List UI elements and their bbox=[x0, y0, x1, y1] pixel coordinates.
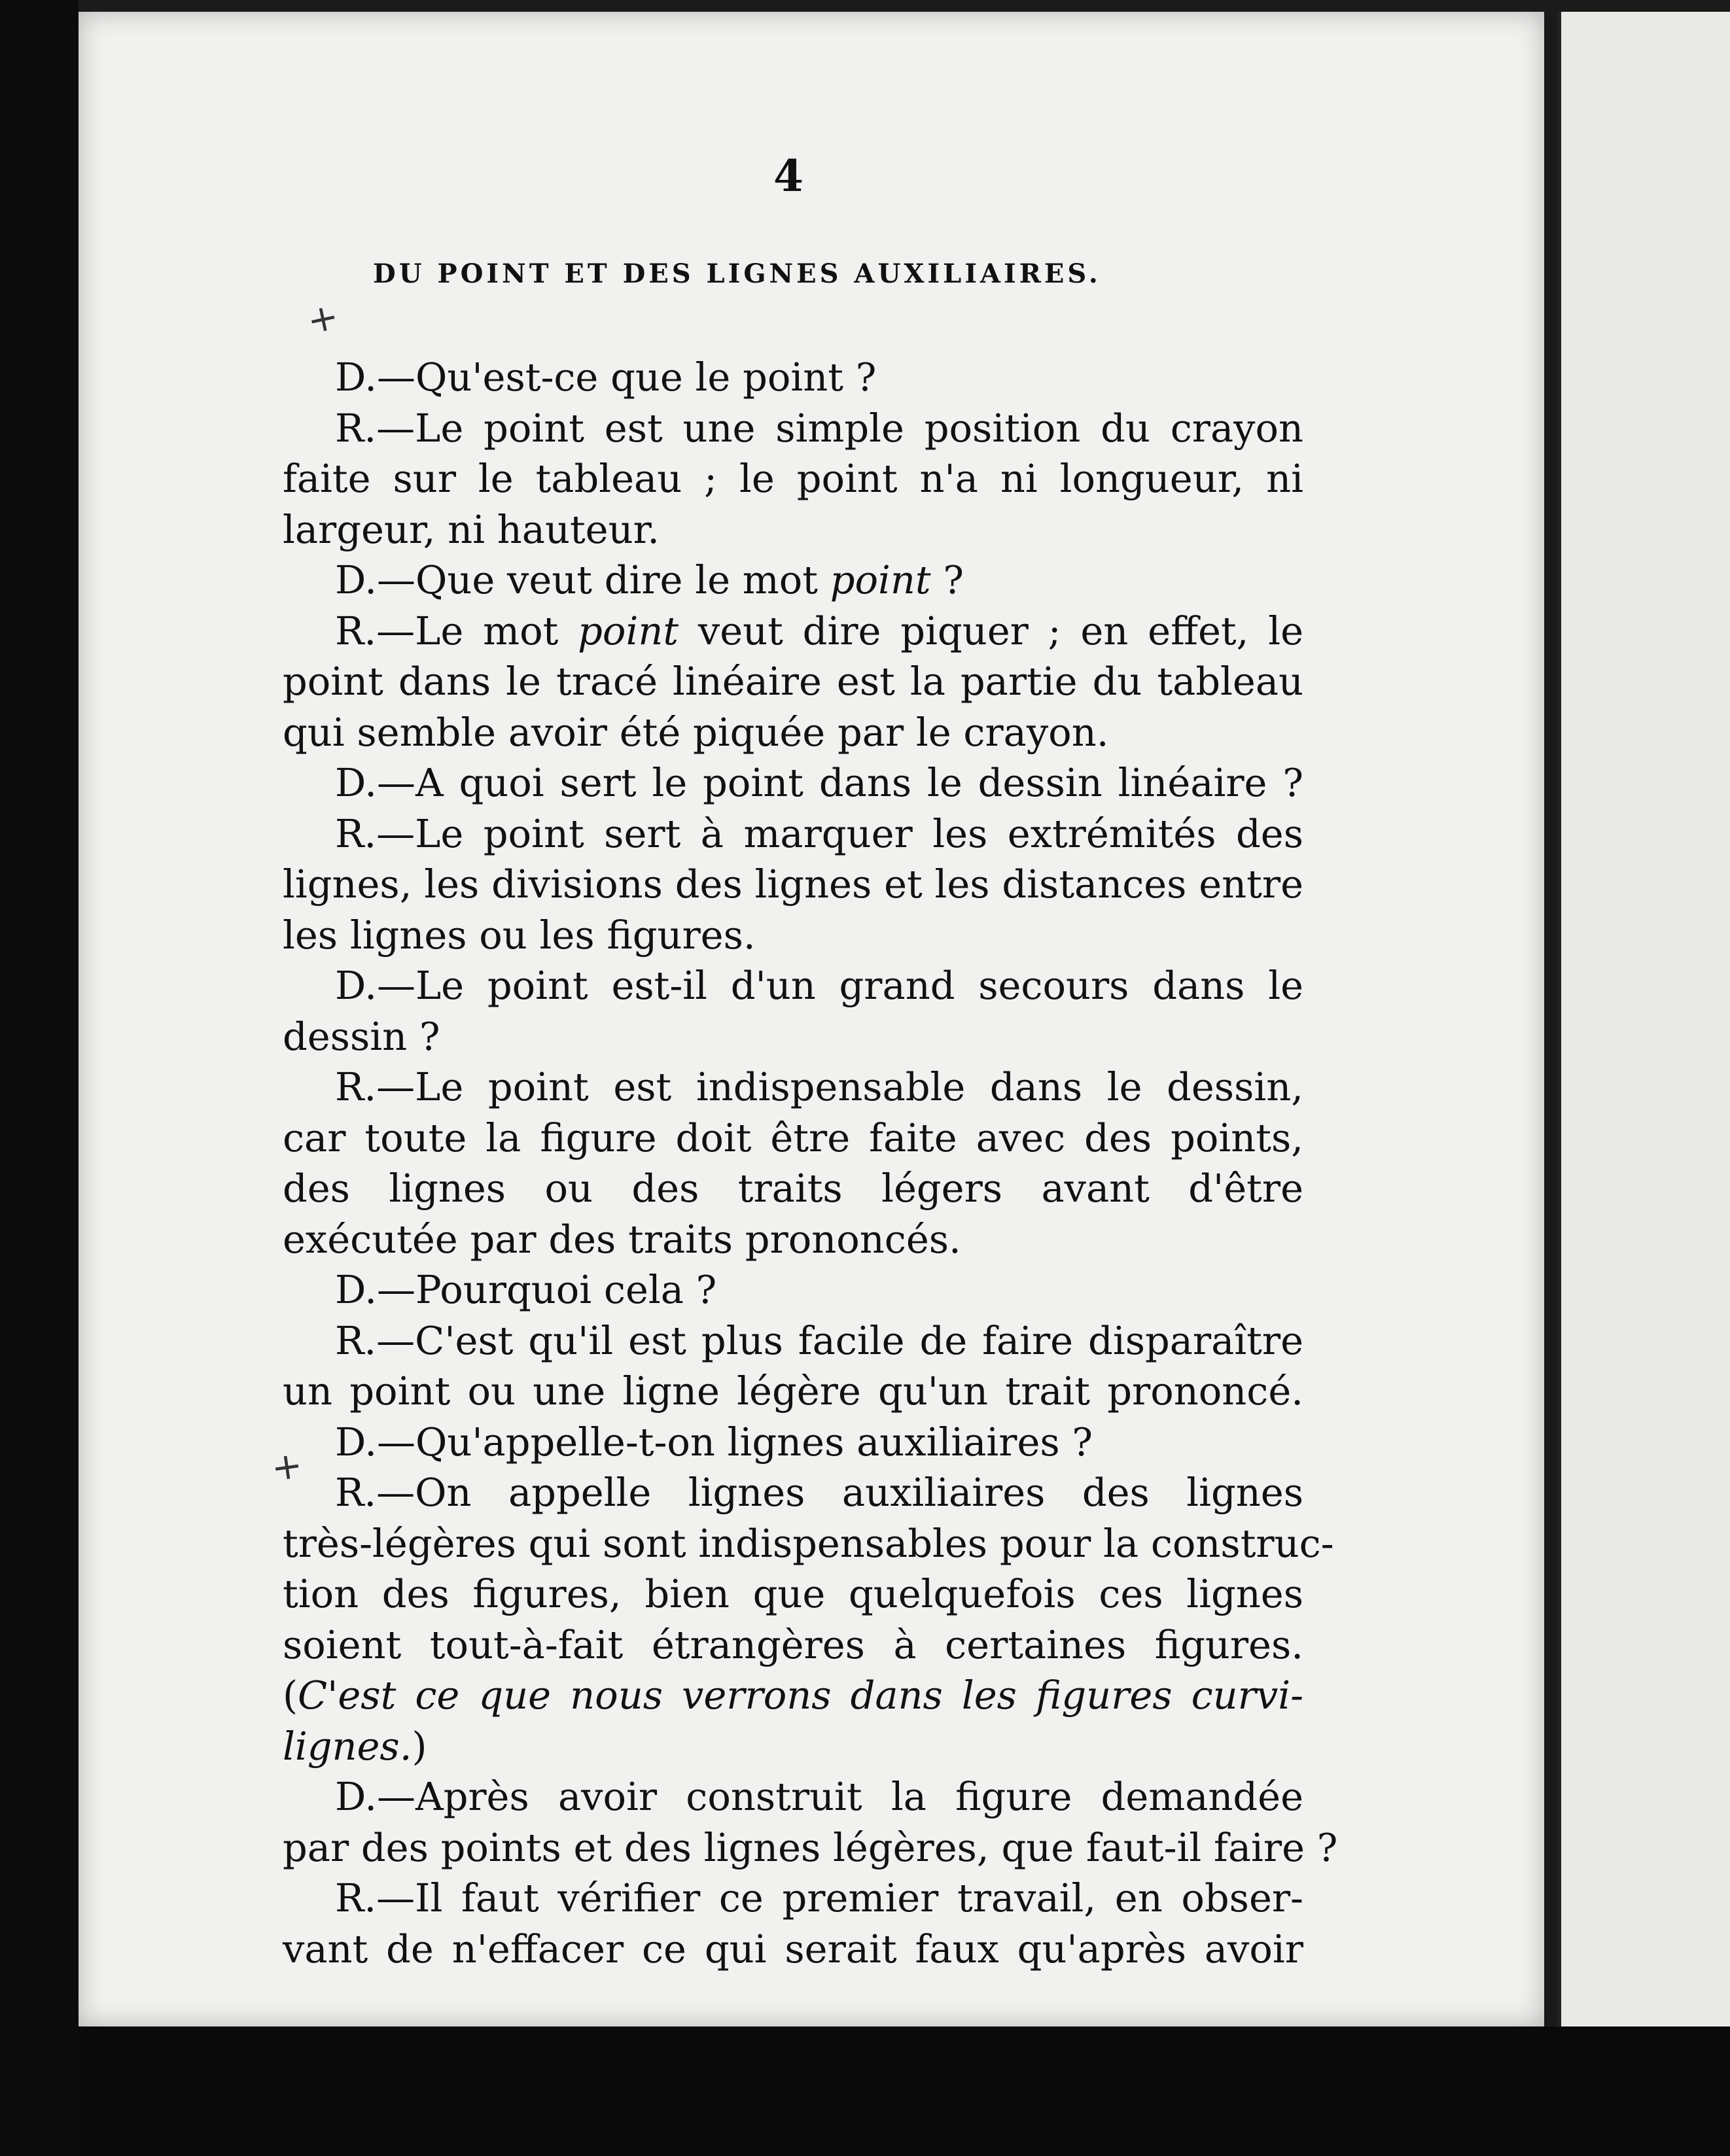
italic-term: C'est ce que nous verrons dans les figures curvi- bbox=[298, 1673, 1303, 1718]
text-line: D.—Le point est-il d'un grand secours dans le bbox=[335, 963, 1303, 1008]
text-line: vant de n'effacer ce qui serait faux qu'après avoir bbox=[283, 1926, 1303, 1972]
text-line: un point ou une ligne légère qu'un trait prononcé. bbox=[283, 1368, 1303, 1414]
text-line bbox=[283, 1721, 1303, 1772]
scan-bottom-edge bbox=[79, 2026, 1730, 2156]
text-line: exécutée par des traits prononcés. bbox=[283, 1216, 961, 1262]
text-run: ) bbox=[412, 1723, 427, 1769]
text-line: D.—A quoi sert le point dans le dessin linéaire ? bbox=[335, 760, 1303, 805]
adjacent-page-edge bbox=[1557, 12, 1730, 2026]
chapter-heading: DU POINT ET DES LIGNES AUXILIAIRES. bbox=[373, 258, 1101, 289]
text-line: car toute la figure doit être faite avec des points, bbox=[283, 1115, 1303, 1160]
text-line: dessin ? bbox=[283, 1013, 440, 1059]
text-line bbox=[283, 606, 1303, 657]
page-number: 4 bbox=[773, 150, 803, 201]
text-line bbox=[283, 1670, 1303, 1721]
text-line: R.—Il faut vérifier ce premier travail, en obser- bbox=[335, 1875, 1303, 1921]
text-line: des lignes ou des traits légers avant d'être bbox=[283, 1166, 1303, 1211]
body-text bbox=[283, 352, 1338, 1974]
text-line: qui semble avoir été piquée par le crayon. bbox=[283, 709, 1109, 755]
text-line: R.—Le point est indispensable dans le dessin, bbox=[335, 1064, 1303, 1109]
text-line: D.—Qu'est-ce que le point ? bbox=[335, 355, 877, 400]
text-line: D.—Qu'appelle-t-on lignes auxiliaires ? bbox=[335, 1419, 1093, 1465]
text-run: veut dire piquer ; en effet, le bbox=[679, 608, 1303, 653]
margin-cross-mark: + bbox=[303, 294, 343, 343]
text-line bbox=[283, 555, 1303, 606]
text-line: D.—Pourquoi cela ? bbox=[335, 1267, 717, 1312]
text-line: les lignes ou les figures. bbox=[283, 912, 756, 958]
text-run: D.—Que veut dire le mot bbox=[335, 557, 830, 602]
text-line: D.—Après avoir construit la figure demandée bbox=[335, 1774, 1303, 1819]
text-line: point dans le tracé linéaire est la partie du tableau bbox=[283, 659, 1303, 704]
text-line: par des points et des lignes légères, que faut-il faire ? bbox=[283, 1824, 1338, 1870]
margin-cross-mark: + bbox=[268, 1444, 306, 1490]
text-line: très-légères qui sont indispensables pour la construc- bbox=[283, 1520, 1334, 1566]
text-line: R.—C'est qu'il est plus facile de faire disparaître bbox=[335, 1317, 1303, 1363]
text-run: ( bbox=[283, 1673, 298, 1718]
text-line: largeur, ni hauteur. bbox=[283, 506, 660, 552]
text-line: lignes, les divisions des lignes et les distances entre bbox=[283, 861, 1303, 907]
text-line: R.—Le point sert à marquer les extrémités des bbox=[335, 810, 1303, 856]
text-line: faite sur le tableau ; le point n'a ni longueur, ni bbox=[283, 456, 1303, 501]
text-line: R.—On appelle lignes auxiliaires des lignes bbox=[335, 1470, 1303, 1515]
italic-term: lignes. bbox=[283, 1723, 412, 1769]
text-run: R.—Le mot bbox=[335, 608, 578, 653]
text-run: ? bbox=[930, 557, 964, 602]
text-line: R.—Le point est une simple position du crayon bbox=[335, 405, 1303, 451]
italic-term: point bbox=[578, 608, 679, 653]
italic-term: point bbox=[830, 557, 931, 602]
text-line: soient tout-à-fait étrangères à certaines figures. bbox=[283, 1622, 1303, 1667]
text-line: tion des figures, bien que quelquefois ces lignes bbox=[283, 1571, 1303, 1616]
